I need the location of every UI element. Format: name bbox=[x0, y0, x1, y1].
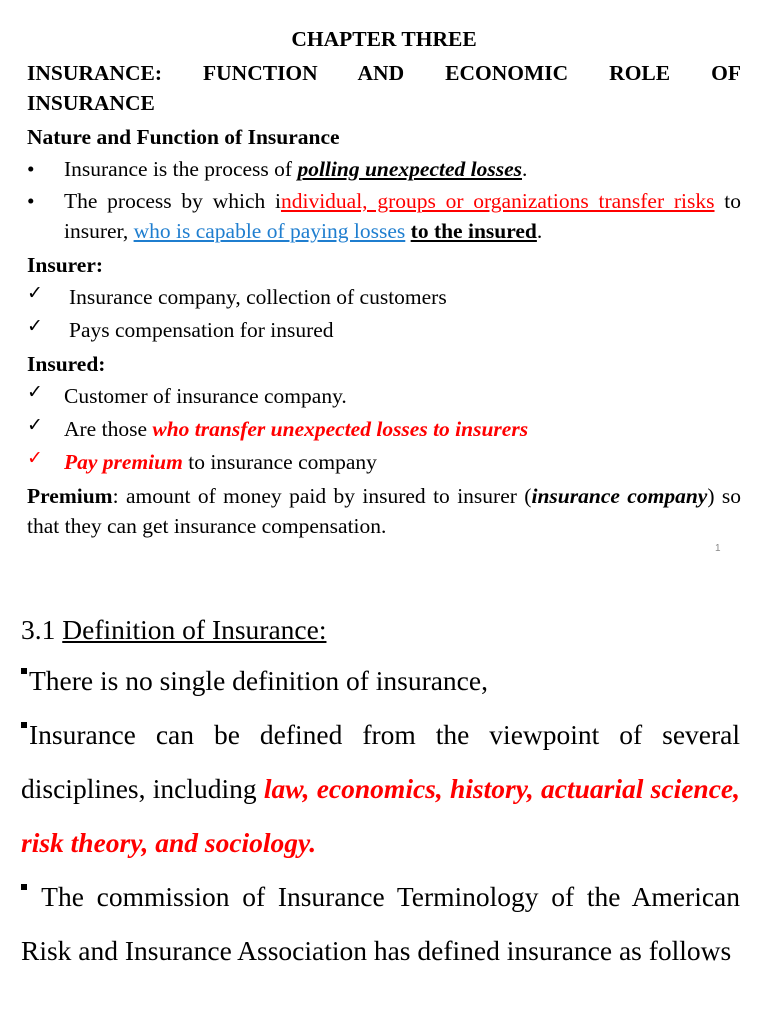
check-item bbox=[27, 414, 741, 444]
check-item bbox=[27, 315, 741, 345]
check-icon: ✓ bbox=[27, 414, 43, 436]
insurer-label: Insurer: bbox=[27, 253, 104, 277]
definition-point bbox=[21, 870, 740, 978]
check-item-text: Are those bbox=[64, 417, 153, 441]
bullet-red-text: ndividual, groups or organizations transfer risks bbox=[280, 189, 715, 213]
check-item-text: Insurance company, collection of customers bbox=[69, 285, 447, 309]
chapter-title: CHAPTER THREE bbox=[291, 27, 477, 51]
bullet-icon: • bbox=[27, 157, 35, 181]
page-number: 1 bbox=[715, 543, 721, 554]
bullet-text: Insurance is the process of bbox=[64, 157, 298, 181]
bullet-emphasis: polling unexpected losses bbox=[297, 157, 522, 181]
check-icon: ✓ bbox=[27, 381, 43, 403]
insured-label: Insured: bbox=[27, 352, 106, 376]
premium-definition bbox=[27, 481, 741, 541]
bullet-text: to insurer, bbox=[64, 189, 742, 243]
premium-emphasis: insurance company bbox=[531, 484, 708, 508]
slide-1 bbox=[27, 24, 741, 541]
premium-text: : amount of money paid by insured to insurer ( bbox=[112, 484, 532, 508]
premium-text-end: ) so that they can get insurance compensation. bbox=[27, 484, 742, 538]
heading-word-insurance: INSURANCE bbox=[27, 61, 155, 85]
heading-rest: : FUNCTION AND ECONOMIC ROLE OF bbox=[154, 61, 741, 85]
square-bullet-icon bbox=[21, 722, 27, 728]
check-item bbox=[27, 447, 741, 477]
check-icon: ✓ bbox=[27, 315, 43, 337]
slide-2 bbox=[21, 610, 740, 978]
definition-text: Insurance can be defined from the viewpoint of several disciplines, including bbox=[21, 719, 740, 804]
bullet-text: The process by which i bbox=[64, 189, 281, 213]
definition-text: There is no single definition of insurance, bbox=[29, 665, 488, 696]
square-bullet-icon bbox=[21, 884, 27, 890]
chapter-heading-line1 bbox=[27, 58, 741, 88]
check-item-emphasis: Pay premium bbox=[64, 450, 183, 474]
section-title: Nature and Function of Insurance bbox=[27, 125, 340, 149]
check-item-text: Pays compensation for insured bbox=[69, 318, 334, 342]
premium-term: Premium bbox=[27, 484, 113, 508]
check-item bbox=[27, 381, 741, 411]
heading-number: 3.1 bbox=[21, 614, 63, 645]
bullet-punct: . bbox=[536, 219, 543, 243]
check-item-text: Customer of insurance company. bbox=[64, 384, 347, 408]
check-item bbox=[27, 282, 741, 312]
definition-point bbox=[21, 654, 740, 708]
definition-emphasis: law, economics, history, actuarial science, risk theory, and sociology. bbox=[21, 773, 740, 858]
check-icon: ✓ bbox=[27, 282, 43, 304]
bullet-item bbox=[27, 154, 741, 184]
definition-point bbox=[21, 708, 740, 870]
bullet-bold-text: to the insured bbox=[410, 219, 537, 243]
bullet-item bbox=[27, 186, 741, 246]
check-item-text: to insurance company bbox=[182, 450, 377, 474]
check-icon: ✓ bbox=[27, 447, 43, 469]
bullet-blue-text: who is capable of paying losses bbox=[133, 219, 406, 243]
chapter-heading-line2: INSURANCE bbox=[27, 91, 155, 115]
bullet-punct: . bbox=[522, 157, 528, 181]
square-bullet-icon bbox=[21, 668, 27, 674]
definition-heading bbox=[21, 610, 740, 650]
definition-text: The commission of Insurance Terminology of the American Risk and Insurance Association has defined insurance as follows bbox=[21, 881, 740, 966]
check-item-emphasis: who transfer unexpected losses to insurers bbox=[152, 417, 529, 441]
heading-text: Definition of Insurance: bbox=[62, 614, 327, 645]
bullet-icon: • bbox=[27, 189, 35, 213]
